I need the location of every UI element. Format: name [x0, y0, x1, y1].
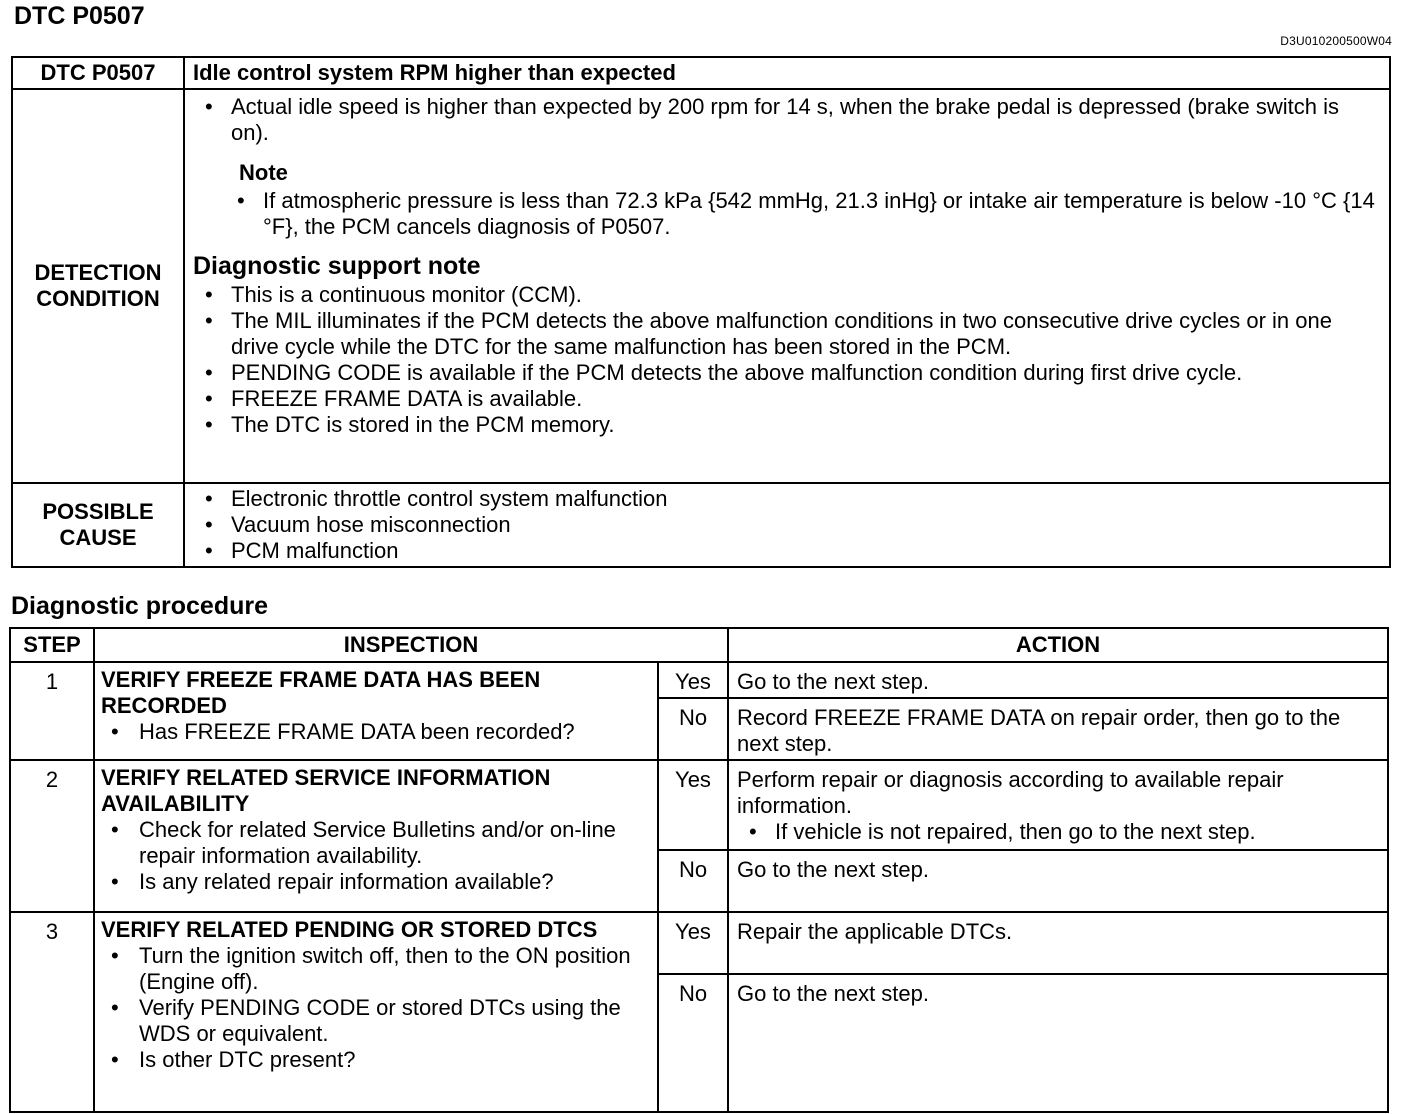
- document-id: D3U010200500W04: [1280, 34, 1392, 48]
- detection-item: • Actual idle speed is higher than expected by 200 rpm for 14 s, when the brake pedal is depressed (brake switch is on).: [193, 94, 1381, 146]
- list-item: • Check for related Service Bulletins and/or on-line repair information availability.: [101, 817, 651, 869]
- list-item: • If vehicle is not repaired, then go to the next step.: [737, 819, 1379, 845]
- list-item: • Has FREEZE FRAME DATA been recorded?: [101, 719, 651, 745]
- cause-list: [193, 486, 1381, 564]
- table-row: [10, 760, 1388, 850]
- note-title: Note: [239, 160, 288, 185]
- dtc-description-cell: Idle control system RPM higher than expected: [184, 57, 1390, 89]
- page-title: DTC P0507: [14, 2, 145, 30]
- step-inspection: [94, 760, 658, 912]
- step-number: 3: [10, 912, 94, 1112]
- list-item: • The MIL illuminates if the PCM detects the above malfunction conditions in two consecutive drive cycles or in one drive cycle while the DTC for the same malfunction has been stored in the PCM.: [193, 308, 1381, 360]
- yes-action: Repair the applicable DTCs.: [728, 912, 1388, 974]
- list-item: • Is other DTC present?: [101, 1047, 651, 1073]
- table-row: [10, 662, 1388, 698]
- procedure-title: Diagnostic procedure: [11, 592, 268, 620]
- inspection-header: INSPECTION: [94, 628, 728, 662]
- yes-label: Yes: [658, 912, 728, 974]
- possible-cause-label: POSSIBLE CAUSE: [12, 483, 184, 567]
- yes-action: [728, 760, 1388, 850]
- no-action: Go to the next step.: [728, 974, 1388, 1112]
- support-note-title: Diagnostic support note: [193, 252, 481, 280]
- yes-label: Yes: [658, 760, 728, 850]
- step-heading: VERIFY RELATED PENDING OR STORED DTCS: [101, 917, 598, 942]
- no-action: Go to the next step.: [728, 850, 1388, 912]
- detection-condition-label: DETECTION CONDITION: [12, 89, 184, 483]
- list-item: • Turn the ignition switch off, then to the ON position (Engine off).: [101, 943, 651, 995]
- action-header: ACTION: [728, 628, 1388, 662]
- no-label: No: [658, 850, 728, 912]
- step-heading: VERIFY FREEZE FRAME DATA HAS BEEN RECORDED: [101, 667, 541, 718]
- list-item: • The DTC is stored in the PCM memory.: [193, 412, 1381, 438]
- detection-condition-cell: [184, 89, 1390, 483]
- support-note-list: [193, 282, 1381, 438]
- no-label: No: [658, 974, 728, 1112]
- step-header: STEP: [10, 628, 94, 662]
- list-item: • Verify PENDING CODE or stored DTCs using the WDS or equivalent.: [101, 995, 651, 1047]
- possible-cause-cell: [184, 483, 1390, 567]
- inspection-list: [101, 943, 651, 1073]
- step-number: 1: [10, 662, 94, 760]
- yes-action: Go to the next step.: [728, 662, 1388, 698]
- step-number: 2: [10, 760, 94, 912]
- list-item: • PENDING CODE is available if the PCM detects the above malfunction condition during first drive cycle.: [193, 360, 1381, 386]
- step-inspection: [94, 662, 658, 760]
- table-row: [10, 912, 1388, 974]
- list-item: • FREEZE FRAME DATA is available.: [193, 386, 1381, 412]
- detection-list: [193, 94, 1381, 146]
- list-item: • Is any related repair information available?: [101, 869, 651, 895]
- action-list: [737, 819, 1379, 845]
- yes-label: Yes: [658, 662, 728, 698]
- yes-action-text: Perform repair or diagnosis according to available repair information.: [737, 767, 1284, 818]
- note-list: [193, 188, 1381, 240]
- no-label: No: [658, 698, 728, 760]
- list-item: • Electronic throttle control system malfunction: [193, 486, 1381, 512]
- note-item: • If atmospheric pressure is less than 72.3 kPa {542 mmHg, 21.3 inHg} or intake air temperature is below -10 °C {14 °F}, the PCM cancels diagnosis of P0507.: [193, 188, 1381, 240]
- list-item: • This is a continuous monitor (CCM).: [193, 282, 1381, 308]
- step-inspection: [94, 912, 658, 1112]
- dtc-info-table: [11, 56, 1391, 568]
- inspection-list: [101, 719, 651, 745]
- list-item: • Vacuum hose misconnection: [193, 512, 1381, 538]
- procedure-table: [9, 627, 1389, 1113]
- inspection-list: [101, 817, 651, 895]
- list-item: • PCM malfunction: [193, 538, 1381, 564]
- step-heading: VERIFY RELATED SERVICE INFORMATION AVAILABILITY: [101, 765, 551, 816]
- no-action: Record FREEZE FRAME DATA on repair order, then go to the next step.: [728, 698, 1388, 760]
- dtc-code-cell: DTC P0507: [12, 57, 184, 89]
